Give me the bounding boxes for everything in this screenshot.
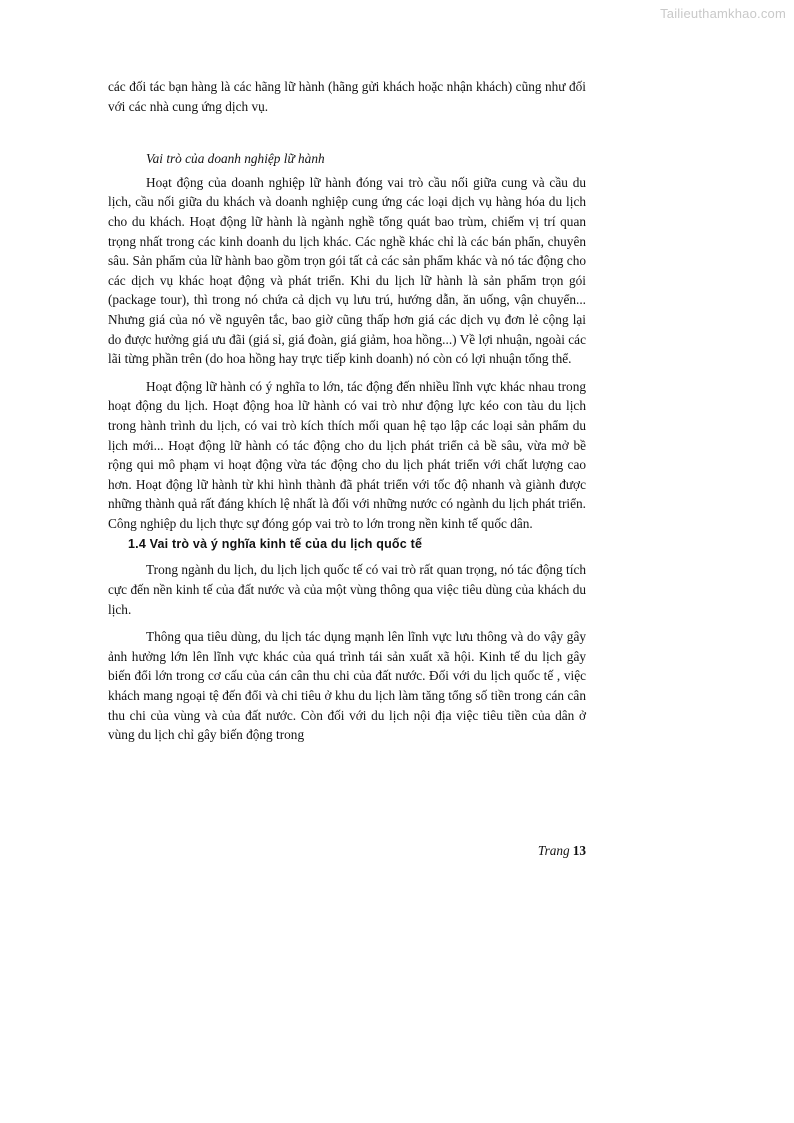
paragraph-intl-1: Trong ngành du lịch, du lịch lịch quốc tế có vai trò rất quan trọng, nó tác động tích cực đến nền kinh tế của đất nước và của một vùng thông qua việc tiêu dùng của khách du lịch. [108,562,586,617]
paragraph-intl-2: Thông qua tiêu dùng, du lịch tác dụng mạnh lên lĩnh vực lưu thông và do vậy gây ảnh hưởng lớn lên lĩnh vực khác của quá trình tái sản xuất xã hội. Kinh tế du lịch gây biến đổi lớn trong cơ cấu của cán cân thu chi của đất nước. Đối với du lịch quốc tế , việc khách mang ngoại tệ đến đổi và chi tiêu ở khu du lịch làm tăng tổng số tiền trong cán cân thu chi của vùng và của đất nước. Còn đối với du lịch nội địa việc tiêu tiền của dân ở vùng du lịch chỉ gây biến động trong [108,629,586,743]
paragraph-role-1: Hoạt động của doanh nghiệp lữ hành đóng vai trò cầu nối giữa cung và cầu du lịch, cầu nối giữa du khách và doanh nghiệp cung ứng các loại dịch vụ hàng hóa du lịch cho du khách. Hoạt động lữ hành là ngành nghề tổng quát bao trùm, chiếm vị trí quan trọng nhất trong các kinh doanh du lịch khác. Các nghề khác chỉ là các bán phẩn, chuyên sâu. Sản phẩm của lữ hành bao gồm trọn gói tất cả các sản phẩm khác và nó tác động cho các dịch vụ khác hoạt động và phát triển. Khi du lịch lữ hành là sản phẩm trọn gói (package tour), thì trong nó chứa cả dịch vụ lưu trú, hướng dẫn, ăn uống, vận chuyển... Nhưng giá của nó về nguyên tắc, bao giờ cũng thấp hơn giá các dịch vụ đơn lẻ cộng lại do được hưởng giá ưu đãi (giá sỉ, giá đoàn, giá giảm, hoa hồng...) Về lợi nhuận, ngoài các lãi từng phần trên (do hoa hồng hay trực tiếp kinh doanh) nó còn có lợi nhuận tổng thể. [108,174,586,367]
page-number [538,842,586,860]
paragraph-role-2: Hoạt động lữ hành có ý nghĩa to lớn, tác động đến nhiều lĩnh vực khác nhau trong hoạt động du lịch. Hoạt động hoa lữ hành có vai trò như động lực kéo con tàu du lịch trong hành trình du lịch, có vai trò kích thích mối quan hệ tạo lập các loại sản phẩm du lịch mới... Hoạt động lữ hành có tác động cho du lịch phát triển cả bề sâu, vừa mở bề rộng qui mô phạm vi hoạt động vừa tác động cho du lịch phát triển với chất lượng cao hơn. Hoạt động lữ hành từ khi hình thành đã phát triển với tốc độ nhanh và giành được những thành quả rất đáng khích lệ nhất là đối với những nước có ngành du lịch phát triển. Công nghiệp du lịch thực sự đóng góp vai trò to lớn trong nền kinh tế quốc dân. [108,378,586,531]
page-number-value: 13 [572,843,586,858]
page-label: Trang [537,843,570,858]
watermark-text: Tailieuthamkhao.com [660,6,786,21]
subheading: Vai trò của doanh nghiệp lữ hành [146,151,325,167]
paragraph-intro: các đối tác bạn hàng là các hãng lữ hành (hãng gửi khách hoặc nhận khách) cũng như đối với các nhà cung ứng dịch vụ. [108,79,586,114]
document-body [108,77,586,745]
section-heading: 1.4 Vai trò và ý nghĩa kinh tế của du lịch quốc tế [128,537,423,552]
